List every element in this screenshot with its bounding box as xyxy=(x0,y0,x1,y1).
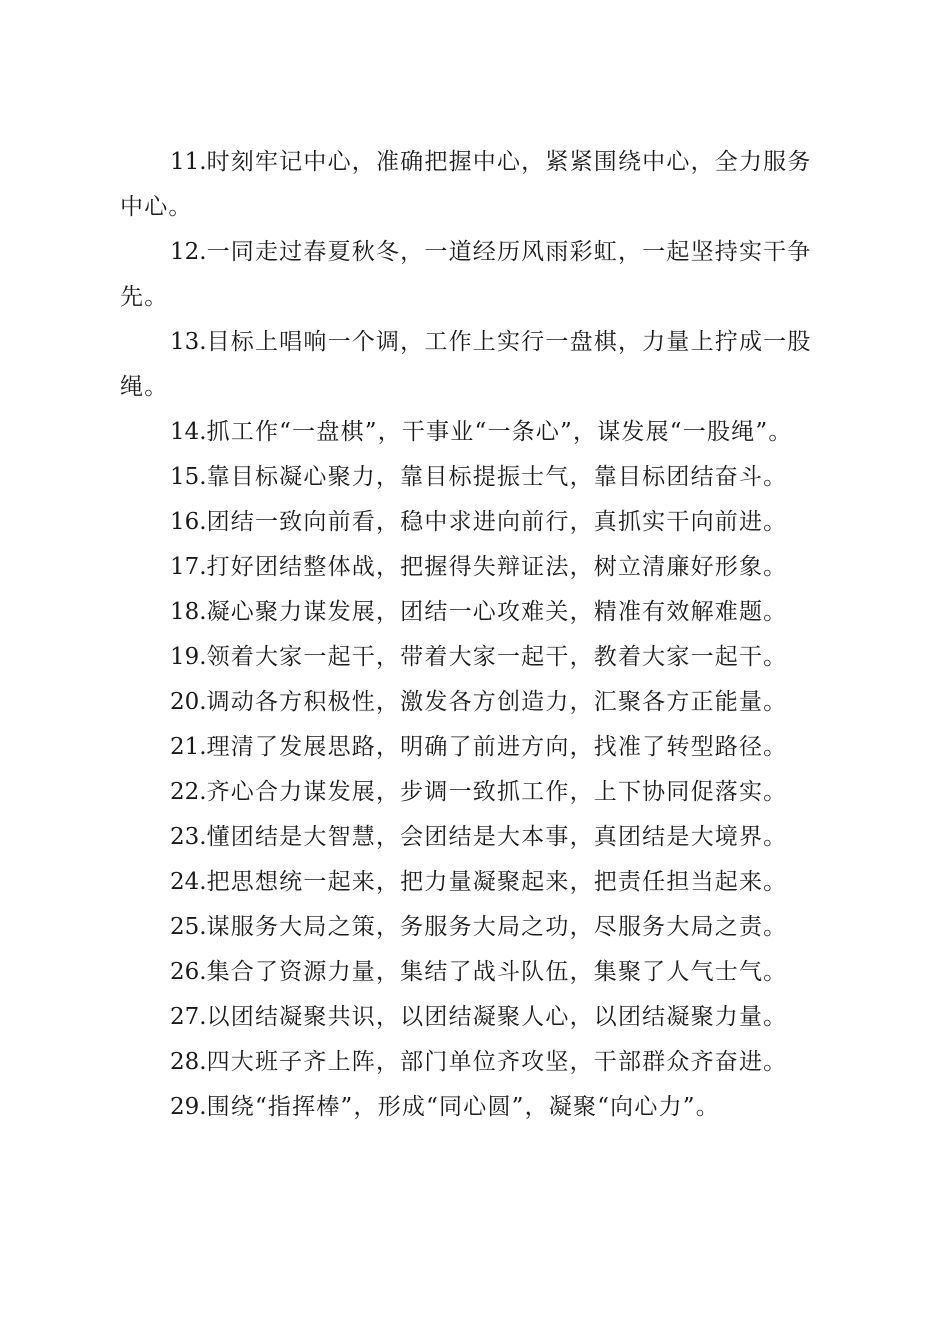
list-item xyxy=(120,995,826,1040)
item-number: 19. xyxy=(170,644,207,670)
item-number: 11. xyxy=(170,149,207,175)
item-number: 14. xyxy=(170,419,207,445)
list-item xyxy=(120,635,826,680)
item-number: 24. xyxy=(170,869,207,895)
document-body xyxy=(120,140,826,1130)
item-number: 16. xyxy=(170,509,207,535)
item-text: 目标上唱响一个调，工作上实行一盘棋，力量上拧成一股绳。 xyxy=(120,329,812,400)
item-text: 调动各方积极性，激发各方创造力，汇聚各方正能量。 xyxy=(206,689,788,715)
list-item xyxy=(120,815,826,860)
item-number: 25. xyxy=(170,914,207,940)
item-number: 20. xyxy=(170,689,207,715)
item-text: 齐心合力谋发展，步调一致抓工作，上下协同促落实。 xyxy=(206,779,788,805)
item-number: 27. xyxy=(170,1004,207,1030)
item-number: 29. xyxy=(170,1094,207,1120)
item-number: 12. xyxy=(170,239,207,265)
item-text: 凝心聚力谋发展，团结一心攻难关，精准有效解难题。 xyxy=(206,599,788,625)
list-item xyxy=(120,320,826,410)
item-text: 理清了发展思路，明确了前进方向，找准了转型路径。 xyxy=(206,734,788,760)
item-text: 把思想统一起来，把力量凝聚起来，把责任担当起来。 xyxy=(206,869,788,895)
list-item xyxy=(120,860,826,905)
list-item xyxy=(120,950,826,995)
item-number: 28. xyxy=(170,1049,207,1075)
list-item xyxy=(120,770,826,815)
list-item xyxy=(120,410,826,455)
item-text: 靠目标凝心聚力，靠目标提振士气，靠目标团结奋斗。 xyxy=(206,464,788,490)
item-text: 打好团结整体战，把握得失辩证法，树立清廉好形象。 xyxy=(206,554,788,580)
item-number: 22. xyxy=(170,779,207,805)
item-text: 团结一致向前看，稳中求进向前行，真抓实干向前进。 xyxy=(206,509,788,535)
item-number: 26. xyxy=(170,959,207,985)
list-item xyxy=(120,230,826,320)
item-number: 17. xyxy=(170,554,207,580)
list-item xyxy=(120,545,826,590)
item-text: 时刻牢记中心，准确把握中心，紧紧围绕中心，全力服务中心。 xyxy=(120,149,812,220)
item-number: 21. xyxy=(170,734,207,760)
list-item xyxy=(120,905,826,950)
list-item xyxy=(120,500,826,545)
item-text: 懂团结是大智慧，会团结是大本事，真团结是大境界。 xyxy=(206,824,788,850)
item-number: 23. xyxy=(170,824,207,850)
list-item xyxy=(120,590,826,635)
list-item xyxy=(120,140,826,230)
item-text: 围绕“指挥棒”，形成“同心圆”，凝聚“向心力”。 xyxy=(206,1094,720,1120)
list-item xyxy=(120,455,826,500)
item-number: 15. xyxy=(170,464,207,490)
item-number: 18. xyxy=(170,599,207,625)
list-item xyxy=(120,1085,826,1130)
list-item xyxy=(120,725,826,770)
item-text: 一同走过春夏秋冬，一道经历风雨彩虹，一起坚持实干争先。 xyxy=(120,239,812,310)
item-number: 13. xyxy=(170,329,207,355)
list-item xyxy=(120,1040,826,1085)
item-text: 抓工作“一盘棋”，干事业“一条心”，谋发展“一股绳”。 xyxy=(206,419,793,445)
item-text: 集合了资源力量，集结了战斗队伍，集聚了人气士气。 xyxy=(206,959,788,985)
item-text: 领着大家一起干，带着大家一起干，教着大家一起干。 xyxy=(206,644,788,670)
item-text: 以团结凝聚共识，以团结凝聚人心，以团结凝聚力量。 xyxy=(206,1004,788,1030)
item-text: 四大班子齐上阵，部门单位齐攻坚，干部群众齐奋进。 xyxy=(206,1049,788,1075)
item-text: 谋服务大局之策，务服务大局之功，尽服务大局之责。 xyxy=(206,914,788,940)
list-item xyxy=(120,680,826,725)
